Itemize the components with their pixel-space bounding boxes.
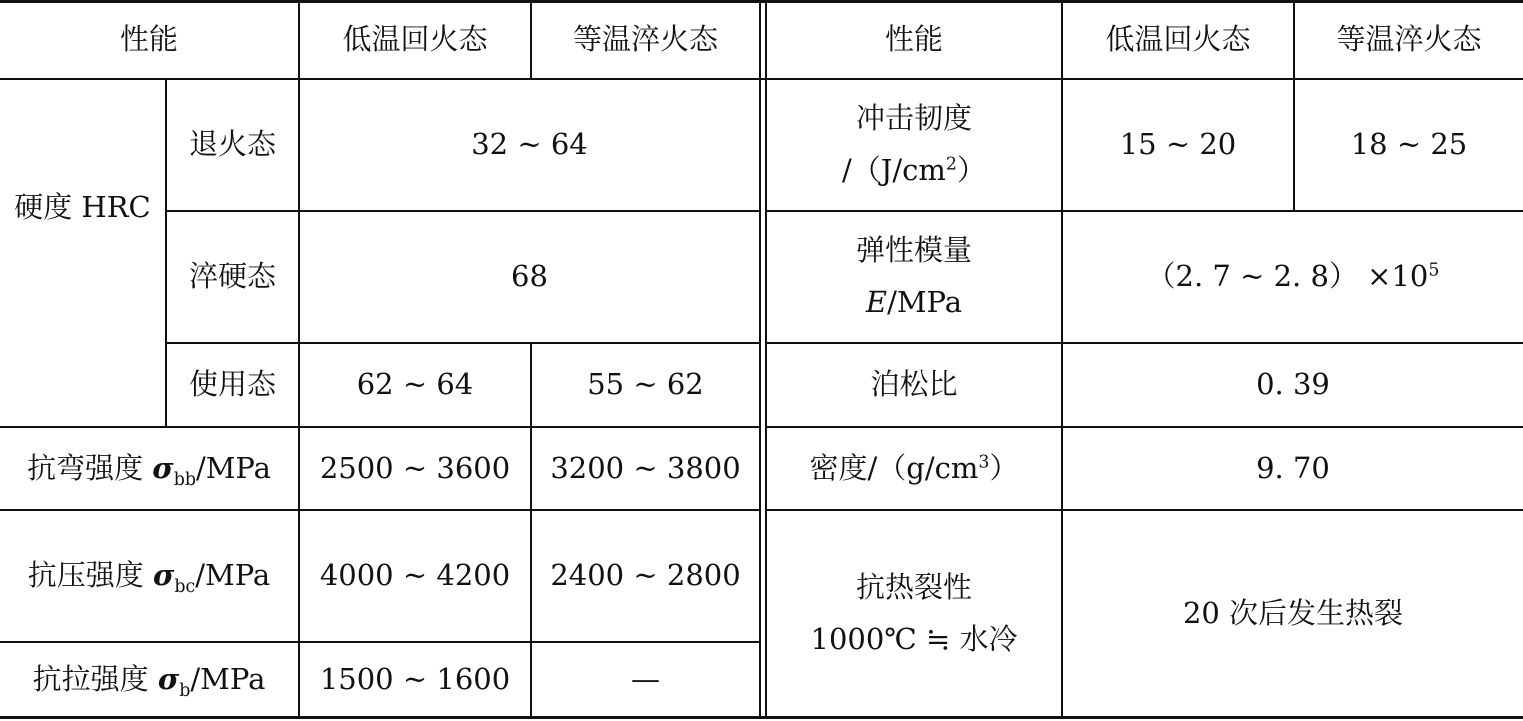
elastic-value-text: （2. 7 ~ 2. 8） ×10 [1146, 259, 1429, 294]
thermal-crack-label-line2: 1000℃ ≒ 水冷 [810, 621, 1018, 656]
poisson-label: 泊松比 [870, 367, 958, 402]
density-label-text: 密度/（g/cm [809, 450, 979, 485]
header-property-left [0, 2, 298, 78]
header-property-right [767, 2, 1061, 78]
compressive-label [28, 557, 270, 595]
hardness-label: 硬度 HRC [14, 190, 151, 225]
elastic-symbol: E [865, 285, 888, 319]
rule-bottom [0, 716, 1523, 719]
annealed-value-cell [300, 80, 759, 210]
impact-isothermal-cell [1295, 80, 1523, 210]
compressive-low-temp-value: 4000 ~ 4200 [319, 558, 511, 593]
quenched-value-cell [300, 212, 759, 342]
service-low-temp-cell [300, 344, 530, 426]
impact-low-temp-cell [1063, 80, 1293, 210]
elastic-value [1147, 258, 1440, 296]
hardness-label-cell [0, 80, 165, 428]
bending-low-temp-cell [300, 428, 530, 509]
bending-label [27, 450, 271, 488]
annealed-label: 退火态 [188, 127, 276, 162]
elastic-value-cell [1063, 212, 1523, 342]
density-value: 9. 70 [1256, 450, 1330, 485]
compressive-isothermal-value: 2400 ~ 2800 [550, 558, 741, 593]
service-isothermal-cell [532, 344, 759, 426]
header-low-temp-left [300, 2, 530, 78]
quenched-label: 淬硬态 [188, 259, 276, 294]
impact-label-line1: 冲击韧度 [855, 101, 972, 136]
bending-low-temp-value: 2500 ~ 3600 [319, 450, 511, 485]
header-low-temp-right-text: 低温回火态 [1105, 22, 1251, 57]
impact-unit-close: ） [956, 153, 986, 187]
bending-label-text: 抗弯强度 [27, 450, 153, 485]
impact-low-temp-value: 15 ~ 20 [1119, 127, 1237, 162]
tensile-label-cell [0, 643, 298, 716]
poisson-label-cell [767, 344, 1061, 426]
poisson-value: 0. 39 [1256, 367, 1330, 402]
impact-unit-sup: 2 [945, 154, 957, 175]
thermal-crack-value: 20 次后发生热裂 [1182, 595, 1404, 630]
service-isothermal-value: 55 ~ 62 [587, 367, 704, 402]
header-isothermal-left-text: 等温淬火态 [572, 22, 718, 57]
bending-isothermal-cell [532, 428, 759, 509]
density-value-cell [1063, 428, 1523, 509]
quenched-value: 68 [511, 259, 548, 294]
bending-isothermal-value: 3200 ~ 3800 [550, 450, 741, 485]
elastic-unit: /MPa [887, 285, 963, 319]
tensile-low-temp-value: 1500 ~ 1600 [319, 661, 511, 696]
annealed-value: 32 ~ 64 [471, 127, 588, 162]
impact-isothermal-value: 18 ~ 25 [1350, 127, 1468, 162]
header-isothermal-left [532, 2, 759, 78]
tensile-low-temp-cell [300, 643, 530, 716]
header-property-right-text: 性能 [884, 22, 943, 57]
thermal-crack-label-cell [767, 511, 1061, 716]
impact-unit-text: /（J/cm [841, 153, 946, 187]
header-property-left-text: 性能 [119, 22, 178, 57]
compressive-unit: /MPa [195, 558, 271, 593]
service-label-cell [167, 344, 298, 426]
elastic-label-cell [767, 212, 1061, 342]
service-label: 使用态 [188, 367, 276, 402]
tensile-subscript: b [179, 680, 191, 701]
impact-label-cell [767, 80, 1061, 210]
density-label-cell [767, 428, 1061, 509]
sigma-symbol: σ [152, 558, 175, 593]
density-label [810, 450, 1019, 488]
tensile-isothermal-cell [532, 643, 759, 716]
annealed-label-cell [167, 80, 298, 210]
compressive-low-temp-cell [300, 511, 530, 641]
compressive-isothermal-cell [532, 511, 759, 641]
elastic-label-line1: 弹性模量 [855, 233, 972, 268]
sigma-symbol: σ [152, 450, 174, 485]
elastic-label-line2 [866, 284, 962, 322]
header-isothermal-right-text: 等温淬火态 [1336, 22, 1482, 57]
service-low-temp-value: 62 ~ 64 [356, 367, 474, 402]
tensile-unit: /MPa [190, 661, 266, 696]
header-low-temp-right [1063, 2, 1293, 78]
compressive-label-cell [0, 511, 298, 641]
header-isothermal-right [1295, 2, 1523, 78]
tensile-label-text: 抗拉强度 [32, 661, 158, 696]
tensile-label [33, 661, 266, 699]
compressive-subscript: bc [174, 576, 196, 597]
bending-label-cell [0, 428, 298, 509]
sigma-symbol: σ [157, 661, 180, 696]
thermal-crack-value-cell [1063, 511, 1523, 716]
poisson-value-cell [1063, 344, 1523, 426]
density-label-close: ） [989, 450, 1019, 485]
density-label-sup: 3 [978, 452, 990, 472]
header-low-temp-left-text: 低温回火态 [342, 22, 488, 57]
quenched-label-cell [167, 212, 298, 342]
bending-subscript: bb [173, 469, 196, 490]
elastic-value-exponent: 5 [1428, 260, 1440, 281]
compressive-label-text: 抗压强度 [27, 558, 153, 593]
impact-label-line2 [842, 152, 986, 190]
bending-unit: /MPa [195, 450, 271, 485]
tensile-isothermal-value: — [631, 661, 660, 696]
thermal-crack-label-line1: 抗热裂性 [855, 569, 972, 604]
rule-double-1 [759, 0, 761, 718]
